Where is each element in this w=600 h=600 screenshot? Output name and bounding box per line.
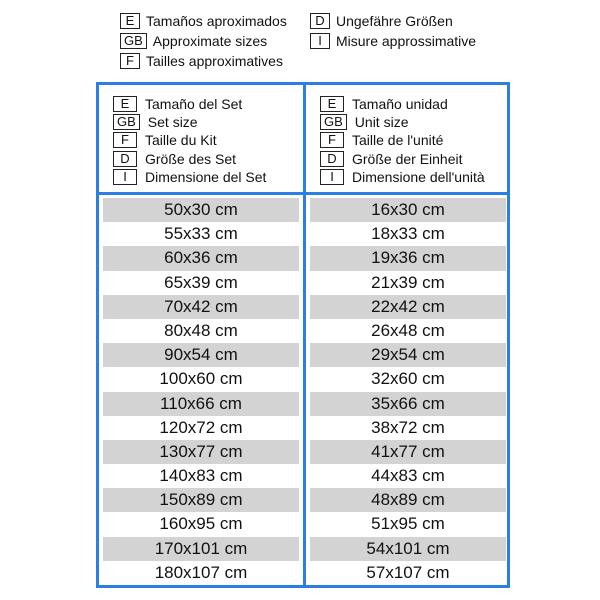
header-text: Dimensione dell'unità bbox=[352, 168, 485, 185]
language-code-box: F bbox=[320, 132, 344, 148]
set-size-row: 100x60 cm bbox=[159, 369, 243, 389]
language-code-box: I bbox=[320, 169, 344, 185]
unit-size-row: 57x107 cm bbox=[366, 562, 450, 582]
header-text: Dimensione del Set bbox=[145, 168, 267, 185]
legend-text: Tamaños aproximados bbox=[146, 13, 287, 29]
legend-text: Misure approssimative bbox=[336, 33, 477, 49]
legend-text: Ungefähre Größen bbox=[336, 13, 453, 29]
language-code-box: E bbox=[113, 96, 137, 112]
header-text: Taille de l'unité bbox=[352, 132, 444, 149]
header-line bbox=[320, 113, 510, 131]
legend-item-i bbox=[310, 32, 476, 50]
unit-size-column bbox=[306, 85, 510, 585]
set-size-row: 55x33 cm bbox=[164, 224, 238, 244]
header-text: Größe des Set bbox=[145, 150, 237, 167]
header-line bbox=[320, 150, 510, 168]
unit-size-row: 54x101 cm bbox=[310, 537, 506, 561]
unit-size-row: 21x39 cm bbox=[371, 272, 445, 292]
header-line bbox=[113, 113, 303, 131]
unit-size-row: 51x95 cm bbox=[371, 514, 445, 534]
set-size-row: 140x83 cm bbox=[159, 466, 243, 486]
unit-size-row: 18x33 cm bbox=[371, 224, 445, 244]
unit-size-row: 41x77 cm bbox=[310, 440, 506, 464]
set-size-row: 65x39 cm bbox=[164, 272, 238, 292]
set-size-row: 130x77 cm bbox=[103, 440, 299, 464]
unit-size-row: 16x30 cm bbox=[310, 198, 506, 222]
language-code-box: E bbox=[120, 13, 140, 29]
unit-size-row: 26x48 cm bbox=[371, 320, 445, 340]
header-line bbox=[113, 95, 303, 113]
header-text: Tamaño unidad bbox=[352, 96, 448, 113]
size-table bbox=[96, 82, 510, 588]
header-line bbox=[113, 168, 303, 186]
language-code-box: E bbox=[320, 96, 344, 112]
unit-size-row: 22x42 cm bbox=[310, 295, 506, 319]
legend-item-d bbox=[310, 12, 453, 30]
unit-size-row: 29x54 cm bbox=[310, 343, 506, 367]
legend-text: Tailles approximatives bbox=[146, 53, 283, 69]
header-text: Set size bbox=[147, 114, 198, 131]
unit-size-row: 32x60 cm bbox=[371, 369, 445, 389]
set-size-row: 120x72 cm bbox=[159, 417, 243, 437]
language-code-box: D bbox=[320, 151, 344, 167]
header-text: Taille du Kit bbox=[145, 132, 217, 149]
header-line bbox=[113, 131, 303, 149]
legend-item-e bbox=[120, 12, 287, 30]
set-size-row: 70x42 cm bbox=[103, 295, 299, 319]
set-size-row: 160x95 cm bbox=[159, 514, 243, 534]
legend-item-gb bbox=[120, 32, 267, 50]
header-text: Größe der Einheit bbox=[352, 150, 463, 167]
set-size-row: 170x101 cm bbox=[103, 537, 299, 561]
header-text: Unit size bbox=[354, 114, 409, 131]
unit-size-rows bbox=[306, 198, 510, 585]
language-code-box: F bbox=[120, 53, 140, 69]
header-line bbox=[320, 95, 510, 113]
set-size-row: 110x66 cm bbox=[103, 392, 299, 416]
language-code-box: GB bbox=[113, 114, 140, 130]
header-line bbox=[113, 150, 303, 168]
header-text: Tamaño del Set bbox=[145, 96, 243, 113]
set-size-rows bbox=[99, 198, 303, 585]
unit-size-row: 38x72 cm bbox=[371, 417, 445, 437]
set-size-row: 90x54 cm bbox=[103, 343, 299, 367]
set-size-row: 60x36 cm bbox=[103, 246, 299, 270]
language-code-box: GB bbox=[320, 114, 347, 130]
set-size-row: 180x107 cm bbox=[154, 562, 248, 582]
set-size-column bbox=[99, 85, 303, 585]
set-size-row: 50x30 cm bbox=[103, 198, 299, 222]
set-size-header bbox=[99, 85, 303, 195]
unit-size-row: 48x89 cm bbox=[310, 488, 506, 512]
header-line bbox=[320, 168, 510, 186]
language-code-box: I bbox=[113, 169, 137, 185]
unit-size-header bbox=[306, 85, 510, 195]
legend-item-f bbox=[120, 52, 283, 70]
size-legend bbox=[120, 12, 520, 72]
unit-size-row: 44x83 cm bbox=[371, 466, 445, 486]
unit-size-row: 19x36 cm bbox=[310, 246, 506, 270]
set-size-row: 150x89 cm bbox=[103, 488, 299, 512]
legend-text: Approximate sizes bbox=[152, 33, 268, 49]
set-size-row: 80x48 cm bbox=[164, 320, 238, 340]
language-code-box: F bbox=[113, 132, 137, 148]
language-code-box: D bbox=[310, 13, 330, 29]
unit-size-row: 35x66 cm bbox=[310, 392, 506, 416]
language-code-box: GB bbox=[120, 33, 147, 49]
header-line bbox=[320, 131, 510, 149]
language-code-box: I bbox=[310, 33, 330, 49]
language-code-box: D bbox=[113, 151, 137, 167]
